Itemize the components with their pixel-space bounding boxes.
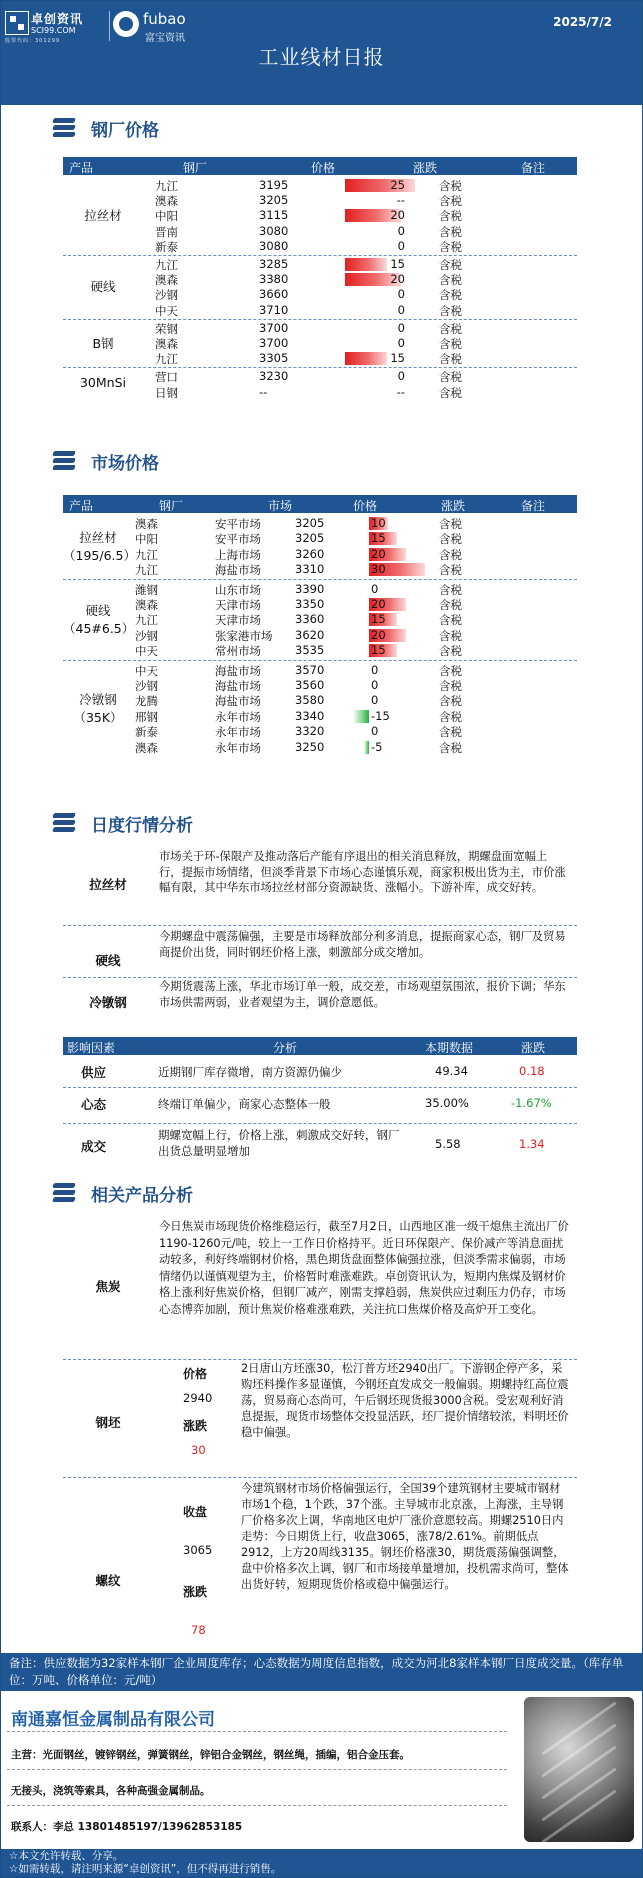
market-name: 海盐市场 — [215, 563, 261, 578]
col-change: 涨跌 — [521, 1041, 546, 1055]
change-value: 0 — [371, 693, 379, 708]
logo-divider — [109, 11, 110, 41]
footnote: 备注：供应数据为32家样本钢厂企业周度库存；心态数据为周度信息指数，成交为河北8家样本钢厂日度成交量。（库存单位：万吨、价格单位：元/吨） — [1, 1653, 642, 1691]
mill-name: 日钢 — [155, 385, 178, 400]
related-label: 螺纹 — [95, 1573, 121, 1588]
change-bar — [364, 741, 369, 754]
note: 含税 — [439, 644, 462, 659]
note: 含税 — [439, 385, 462, 400]
report-title: 工业线材日报 — [258, 45, 385, 69]
price: 3560 — [295, 678, 325, 692]
mill-name: 九江 — [135, 613, 158, 628]
price: 3230 — [259, 369, 289, 384]
price: 3360 — [295, 612, 325, 627]
steel-price-table — [63, 157, 577, 429]
price: -- — [259, 384, 268, 399]
price: 3710 — [259, 302, 289, 317]
mill-name: 沙钢 — [135, 628, 158, 643]
note: 含税 — [439, 337, 462, 351]
footer-line-2: ☆如需转载，请注明来源“卓创资讯”，但不得再进行销售。 — [9, 1863, 282, 1875]
note: 含税 — [439, 547, 462, 562]
change-value: 0 — [371, 724, 379, 739]
mill-name: 中阳 — [155, 209, 178, 224]
divider — [7, 1805, 507, 1806]
section-market-title: 市场价格 — [91, 454, 159, 474]
related-rebar — [63, 1481, 577, 1647]
note: 含税 — [439, 582, 462, 597]
market-table-header — [63, 495, 577, 513]
product-spec: （45#6.5） — [63, 621, 135, 637]
note: 含税 — [439, 303, 462, 318]
billet-change-label: 涨跌 — [183, 1419, 208, 1433]
mill-name: 中天 — [135, 663, 158, 678]
billet-price: 2940 — [183, 1391, 213, 1405]
note: 含税 — [439, 179, 462, 193]
price: 3350 — [295, 597, 325, 611]
change-value: 15 — [371, 643, 386, 658]
mill-name: 澳森 — [155, 273, 178, 288]
change-value: 10 — [371, 516, 386, 530]
product-name: 硬线 — [85, 603, 111, 619]
change-value: -15 — [371, 708, 390, 723]
price: 3285 — [259, 257, 289, 271]
mill-name: 九江 — [155, 179, 178, 193]
mill-name: 澳森 — [135, 740, 158, 755]
product-name: 拉丝材 — [84, 208, 122, 223]
price: 3390 — [295, 581, 325, 596]
note: 含税 — [439, 239, 462, 254]
mill-name: 九江 — [135, 563, 158, 578]
divider — [63, 579, 577, 580]
price: 3205 — [295, 531, 325, 546]
stack-icon — [51, 1183, 77, 1205]
steel-row — [63, 350, 577, 367]
market-row — [63, 739, 577, 756]
change-value: -- — [396, 384, 405, 399]
market-name: 张家港市场 — [215, 628, 273, 643]
price: 3205 — [295, 516, 325, 530]
mill-name: 晋南 — [155, 224, 178, 239]
mill-name: 邢钢 — [135, 709, 158, 724]
change-value: -- — [396, 193, 405, 208]
divider — [63, 1123, 577, 1124]
sci99-logo-sub: 股票代码：301299 — [5, 38, 61, 44]
change-value: 0 — [371, 662, 379, 677]
note: 含税 — [439, 209, 462, 224]
mill-name: 九江 — [155, 352, 178, 367]
col-note: 备注 — [521, 499, 546, 513]
product-name: 拉丝材 — [79, 529, 117, 545]
mill-name: 澳森 — [155, 194, 178, 209]
market-name: 天津市场 — [215, 598, 261, 612]
related-text: 今日焦炭市场现货价格维稳运行，截至7月2日，山西地区准一级干熄焦主流出厂价1190-1260元/吨，较上一工作日价格持平。近日环保限产、保价减产等消息面扰动较多，利好终端钢材价格，黑色期货盘面整体偏强拉涨，但淡季需求偏弱，市场情绪仍以谨慎观望为主，价格暂时难涨难跌。卓创资讯认为，短期内焦煤及钢材价格上涨利好焦炭价格，但钢厂减产，刚需支撑趋弱，焦炭供应过剩压力仍存，市场心态博弈加剧，预计焦炭价格难涨难跌，关注抗口焦煤价格及高炉开工变化。 — [159, 1220, 569, 1316]
daily-label: 拉丝材 — [89, 877, 127, 892]
daily-analysis — [63, 849, 577, 1037]
price: 3570 — [295, 662, 325, 677]
factor-table — [63, 1037, 577, 1167]
note: 含税 — [439, 740, 462, 755]
col-change: 涨跌 — [413, 161, 438, 175]
price: 3260 — [295, 546, 325, 561]
change-value: 15 — [390, 257, 405, 271]
factor-analysis: 终端订单偏少，商家心态整体一般 — [158, 1097, 331, 1111]
mill-name: 潍钢 — [135, 582, 158, 597]
change-value: 25 — [390, 178, 405, 192]
price: 3660 — [259, 287, 289, 302]
col-product: 产品 — [69, 161, 94, 175]
factor-row-sentiment — [63, 1093, 577, 1117]
change-value: 15 — [371, 531, 386, 546]
factor-value: 35.00% — [425, 1096, 469, 1110]
price: 3580 — [295, 693, 325, 708]
note: 含税 — [439, 679, 462, 693]
mill-name: 荣钢 — [155, 321, 178, 336]
mill-name: 九江 — [155, 258, 178, 272]
factor-value: 49.34 — [435, 1064, 468, 1078]
sci99-logo-icon — [5, 11, 29, 35]
factor-table-header — [63, 1037, 577, 1055]
market-name: 永年市场 — [215, 725, 261, 740]
report-date: 2025/7/2 — [553, 15, 612, 29]
mill-name: 新泰 — [135, 725, 158, 740]
ad-company: 南通嘉恒金属制品有限公司 — [11, 1710, 215, 1730]
market-row — [63, 561, 577, 578]
note: 含税 — [439, 613, 462, 628]
change-value: 0 — [397, 369, 405, 384]
divider — [63, 660, 577, 661]
related-billet — [63, 1361, 577, 1473]
rebar-price-label: 收盘 — [183, 1505, 208, 1519]
section-steel-title: 钢厂价格 — [91, 121, 159, 141]
note: 含税 — [439, 321, 462, 336]
change-value: 0 — [397, 336, 405, 350]
change-value: 15 — [390, 351, 405, 366]
divider — [7, 1769, 507, 1770]
divider — [63, 1359, 577, 1360]
market-name: 山东市场 — [215, 582, 261, 597]
daily-label: 冷镦钢 — [89, 995, 127, 1010]
note: 含税 — [439, 258, 462, 272]
billet-change: 30 — [191, 1443, 206, 1457]
divider — [63, 1087, 577, 1088]
mill-name: 沙钢 — [155, 288, 178, 303]
market-name: 海盐市场 — [215, 663, 261, 678]
change-bar — [353, 710, 369, 723]
product-spec: （195/6.5） — [63, 547, 136, 563]
related-label: 焦炭 — [95, 1279, 121, 1294]
note: 含税 — [439, 709, 462, 724]
factor-row-supply — [63, 1061, 577, 1085]
price: 3310 — [295, 562, 325, 577]
factor-change: -1.67% — [511, 1096, 552, 1110]
steel-wire-image — [524, 1697, 634, 1842]
market-price-table — [63, 495, 577, 795]
mill-name: 龙腾 — [135, 694, 158, 709]
change-value: 0 — [371, 581, 379, 596]
daily-label: 硬线 — [95, 953, 121, 968]
change-value: 0 — [397, 223, 405, 238]
col-product: 产品 — [69, 499, 94, 513]
price: 3320 — [295, 724, 325, 739]
steel-table-header — [63, 157, 577, 175]
col-note: 备注 — [521, 161, 546, 175]
related-label: 钢坯 — [95, 1415, 121, 1430]
note: 含税 — [439, 370, 462, 385]
change-value: 15 — [371, 612, 386, 627]
market-name: 永年市场 — [215, 740, 261, 755]
mill-name: 中阳 — [135, 532, 158, 547]
note: 含税 — [439, 532, 462, 547]
price: 3380 — [259, 272, 289, 287]
note: 含税 — [439, 663, 462, 678]
change-value: 20 — [390, 208, 405, 223]
change-value: 0 — [397, 302, 405, 317]
stack-icon — [51, 451, 77, 473]
price: 3340 — [295, 708, 325, 723]
rebar-change: 78 — [191, 1623, 206, 1637]
price: 3250 — [295, 739, 325, 754]
col-value: 本期数据 — [425, 1041, 474, 1055]
change-value: 0 — [397, 238, 405, 253]
market-name: 永年市场 — [215, 709, 261, 724]
market-name: 海盐市场 — [215, 679, 261, 693]
rebar-change-label: 涨跌 — [183, 1585, 208, 1599]
mill-name: 新泰 — [155, 239, 178, 254]
daily-item-cold-heading — [63, 979, 577, 1029]
factor-name: 成交 — [81, 1139, 107, 1154]
change-value: 30 — [371, 562, 386, 577]
note: 含税 — [439, 598, 462, 612]
change-value: 20 — [371, 627, 386, 642]
report-header — [1, 1, 642, 105]
sci99-logo — [5, 9, 107, 43]
steel-row — [63, 238, 577, 255]
change-value: 20 — [371, 597, 386, 611]
divider — [63, 925, 577, 926]
steel-row — [63, 302, 577, 319]
change-value: 20 — [390, 272, 405, 287]
col-change: 涨跌 — [441, 499, 466, 513]
market-row — [63, 642, 577, 659]
mill-name: 沙钢 — [135, 679, 158, 693]
footer-line-1: ☆本文允许转载、分享。 — [9, 1850, 124, 1862]
col-analysis: 分析 — [273, 1041, 298, 1055]
page-footer — [1, 1849, 642, 1877]
ad-contact: 联系人：李总 13801485197/13962853185 — [11, 1821, 243, 1833]
factor-analysis: 期螺宽幅上行，价格上涨，刺激成交好转，钢厂出货总量明显增加 — [158, 1128, 400, 1158]
product-spec: （35K） — [73, 709, 123, 725]
fubao-logo — [113, 9, 193, 43]
divider — [63, 1477, 577, 1478]
price: 3305 — [259, 351, 289, 366]
col-mill: 钢厂 — [183, 161, 208, 175]
related-analysis — [63, 1219, 577, 1649]
market-name: 安平市场 — [215, 517, 261, 531]
mill-name: 中天 — [135, 644, 158, 659]
related-text: 今建筑钢材市场价格偏强运行，全国39个建筑钢材主要城市钢材市场1个稳，1个跌，37个涨。主导城市北京涨，上海涨，主导钢厂价格多次上调，华南地区电炉厂涨价意愿较高。期螺2510日内走势：今日期货上行，收盘3065，涨78/2.61%。前期低点2912，上方20周线3135。钢坯价格涨30，期货震荡偏强调整，盘中价格多次上调，钢厂和市场接单量增加，投机需求尚可，整体出货好转，短期现货价格或稳中偏强运行。 — [241, 1482, 569, 1591]
mill-name: 营口 — [155, 370, 178, 385]
mill-name: 中天 — [155, 303, 178, 318]
note: 含税 — [439, 563, 462, 578]
factor-name: 供应 — [81, 1065, 107, 1080]
col-factor: 影响因素 — [67, 1041, 116, 1055]
daily-text: 今期货震荡上涨，华北市场订单一般，成交差，市场观望氛围浓，报价下调；华东市场供需两弱，业者观望为主，调价意愿低。 — [159, 980, 566, 1009]
note: 含税 — [439, 194, 462, 209]
factor-name: 心态 — [81, 1097, 107, 1112]
billet-price-label: 价格 — [183, 1367, 208, 1381]
mill-name: 澳森 — [135, 598, 158, 612]
change-value: 0 — [371, 678, 379, 692]
divider — [7, 1731, 507, 1732]
rebar-price: 3065 — [183, 1543, 213, 1557]
market-name: 常州市场 — [215, 644, 261, 659]
sci99-logo-name: 卓创资讯 — [31, 12, 84, 26]
fubao-logo-icon — [113, 11, 139, 37]
product-name: 30MnSi — [79, 374, 127, 390]
daily-text: 今期螺盘中震荡偏强，主要是市场释放部分利多消息，提振商家心态，钢厂及贸易商提价出货，同时钢坯价格上涨，刺激部分成交增加。 — [159, 930, 566, 959]
change-value: 0 — [397, 287, 405, 302]
note: 含税 — [439, 273, 462, 288]
section-daily-title: 日度行情分析 — [91, 816, 193, 836]
factor-value: 5.58 — [435, 1137, 461, 1151]
factor-change: 1.34 — [519, 1137, 545, 1151]
ad-business-2: 无接头，浇筑等索具，各种高强金属制品。 — [11, 1785, 211, 1797]
price: 3080 — [259, 238, 289, 253]
note: 含税 — [439, 288, 462, 303]
related-coke — [63, 1219, 577, 1357]
market-name: 天津市场 — [215, 613, 261, 628]
stack-icon — [51, 813, 77, 835]
price: 3195 — [259, 178, 289, 192]
product-name: 硬线 — [90, 279, 116, 295]
section-related-title: 相关产品分析 — [91, 1186, 193, 1206]
price: 3115 — [259, 208, 289, 223]
change-value: 20 — [371, 546, 386, 561]
daily-item-wire-rod — [63, 849, 577, 925]
fubao-logo-name: fubao — [143, 10, 186, 28]
mill-name: 澳森 — [155, 337, 178, 351]
price: 3205 — [259, 193, 289, 208]
stack-icon — [51, 118, 77, 140]
factor-change: 0.18 — [519, 1064, 545, 1078]
mill-name: 澳森 — [135, 517, 158, 531]
daily-text: 市场关于环-保限产及推动落后产能有序退出的相关消息释放，期螺盘面宽幅上行，提振市场情绪，但淡季背景下市场心态谨慎乐观，商家积极出货为主，市价涨幅有限，其中华东市场拉丝材部分资源缺货、涨幅小。下游补库，成交好转。 — [159, 850, 566, 894]
note: 含税 — [439, 224, 462, 239]
change-value: -5 — [371, 739, 383, 754]
factor-analysis: 近期钢厂库存微增，南方资源仍偏少 — [158, 1065, 342, 1079]
market-name: 上海市场 — [215, 547, 261, 562]
note: 含税 — [439, 517, 462, 531]
factor-row-deal — [63, 1127, 577, 1163]
price: 3535 — [295, 643, 325, 658]
note: 含税 — [439, 725, 462, 740]
col-price: 价格 — [353, 499, 378, 513]
price: 3620 — [295, 627, 325, 642]
col-market: 市场 — [268, 499, 293, 513]
mill-name: 九江 — [135, 547, 158, 562]
sci99-logo-url: SCI99.COM — [31, 26, 76, 35]
col-price: 价格 — [311, 161, 336, 175]
fubao-logo-sub: 富宝资讯 — [145, 33, 185, 44]
market-name: 海盐市场 — [215, 694, 261, 709]
price: 3700 — [259, 336, 289, 350]
divider — [63, 977, 577, 978]
note: 含税 — [439, 694, 462, 709]
note: 含税 — [439, 628, 462, 643]
ad-business: 主营：光面钢丝，镀锌钢丝，弹簧钢丝，锌铝合金钢丝，钢丝绳，插编，铝合金压套。 — [11, 1749, 410, 1761]
market-name: 安平市场 — [215, 532, 261, 547]
price: 3700 — [259, 320, 289, 335]
product-name: 冷镦钢 — [79, 691, 117, 707]
product-name: B钢 — [92, 335, 114, 351]
related-text: 2日唐山方坯涨30，松汀普方坯2940出厂。下游钢企停产多，采购坯料操作多显谨慎，今钢坯直发成交一般偏弱。期螺持红高位震荡，贸易商心态尚可，午后钢坯现货报3000含税。受宏观利好消息提振，现货市场整体交投显活跃，坯厂提价情绪较浓，料明坯价稳中偏强。 — [241, 1362, 569, 1439]
note: 含税 — [439, 352, 462, 367]
advertisement — [7, 1695, 636, 1845]
price: 3080 — [259, 223, 289, 238]
col-mill: 钢厂 — [159, 499, 184, 513]
change-value: 0 — [397, 320, 405, 335]
